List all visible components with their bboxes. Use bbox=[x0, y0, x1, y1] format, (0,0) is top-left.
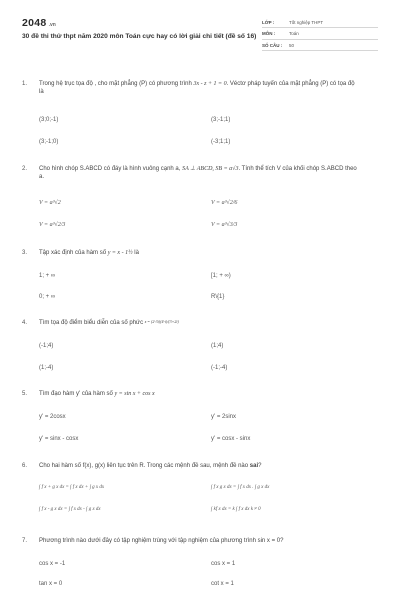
option-a[interactable]: (3;0;-1) bbox=[39, 117, 59, 123]
option-b[interactable]: ∫ f x g x dx = ∫ f x dx . ∫ g x dx bbox=[211, 485, 270, 490]
question-text bbox=[39, 319, 357, 327]
logo-text: 2048 bbox=[22, 17, 47, 29]
option-c[interactable]: 0; + ∞ bbox=[39, 294, 56, 300]
question-text-post: ? bbox=[258, 463, 262, 469]
question-text bbox=[39, 80, 357, 96]
question-text bbox=[39, 390, 357, 398]
meta-label: SỐ CÂU : bbox=[262, 42, 283, 48]
option-d[interactable]: (-3;1;1) bbox=[211, 139, 231, 145]
option-d[interactable]: y' = cosx - sinx bbox=[211, 436, 251, 442]
meta-value: Toán bbox=[289, 31, 299, 37]
question-1 bbox=[22, 80, 378, 145]
question-7 bbox=[22, 537, 378, 587]
question-math: SA ⊥ ABCD, SB = a√3 bbox=[182, 166, 239, 172]
question-text-pre: Cho hình chóp S.ABCD có đáy là hình vuông cạnh a, bbox=[39, 166, 183, 172]
header bbox=[22, 16, 378, 56]
option-d[interactable]: (-1;-4) bbox=[211, 365, 228, 371]
option-a[interactable]: V = a³√2 bbox=[39, 200, 61, 206]
question-text bbox=[39, 249, 357, 257]
question-head bbox=[22, 319, 378, 327]
question-number: 4. bbox=[22, 320, 28, 326]
question-head bbox=[22, 537, 378, 545]
meta-row-subject bbox=[262, 28, 378, 39]
question-number: 7. bbox=[22, 538, 28, 544]
question-math: y = x - 1½ bbox=[107, 250, 133, 256]
question-text-pre: Trong hệ trục tọa độ , cho mặt phẳng (P) có phương trình bbox=[39, 81, 194, 87]
option-c[interactable]: V = a³√2/3 bbox=[39, 222, 66, 228]
option-b[interactable]: V = a³√2/6 bbox=[211, 200, 238, 206]
page-title: 30 đề thi thử thpt năm 2020 môn Toán cực hay có lời giải chi tiết (đề số 16) bbox=[22, 33, 257, 41]
question-5 bbox=[22, 390, 378, 442]
meta-label: LỚP : bbox=[262, 19, 275, 25]
question-head bbox=[22, 249, 378, 257]
question-math: y = sin x + cos x bbox=[114, 391, 155, 397]
header-left bbox=[22, 16, 258, 56]
option-c[interactable]: y' = sinx - cosx bbox=[39, 436, 79, 442]
question-text-pre: Tìm tọa độ điểm biểu diễn của số phức bbox=[39, 320, 145, 326]
option-a[interactable]: 1; + ∞ bbox=[39, 273, 56, 279]
option-a[interactable]: ∫ f x + g x dx = ∫ f x dx + ∫ g x dx bbox=[39, 485, 105, 490]
question-text bbox=[39, 462, 357, 470]
meta-table bbox=[262, 17, 378, 56]
question-number: 6. bbox=[22, 463, 28, 469]
question-head bbox=[22, 390, 378, 398]
question-head bbox=[22, 462, 378, 470]
question-text-bold: sai bbox=[249, 463, 259, 469]
site-logo[interactable] bbox=[22, 16, 258, 30]
meta-label: MÔN : bbox=[262, 31, 276, 37]
option-d[interactable]: cot x = 1 bbox=[211, 581, 234, 587]
option-a[interactable]: (-1;4) bbox=[39, 343, 54, 349]
question-head bbox=[22, 80, 378, 96]
option-b[interactable]: cos x = 1 bbox=[211, 561, 236, 567]
option-c[interactable]: ∫ f x - g x dx = ∫ f x dx - ∫ g x dx bbox=[39, 507, 101, 512]
meta-row-count bbox=[262, 40, 378, 51]
question-2 bbox=[22, 165, 378, 228]
option-d[interactable]: R\{1} bbox=[211, 294, 225, 300]
question-math: 3x - z + 1 = 0 bbox=[193, 81, 227, 87]
question-text-pre: Phương trình nào dưới đây có tập nghiệm trùng với tập nghiệm của phương trình sin x = 0? bbox=[39, 538, 284, 544]
question-6 bbox=[22, 462, 378, 512]
question-text-post: . Tính thể tích V của khối chóp S.ABCD theo a. bbox=[39, 166, 357, 181]
question-3 bbox=[22, 249, 378, 300]
option-d[interactable]: ∫ kf x dx = k ∫ f x dx k ≠ 0 bbox=[211, 507, 261, 512]
question-number: 3. bbox=[22, 250, 28, 256]
meta-row-class bbox=[262, 17, 378, 28]
question-text-pre: Tập xác định của hàm số bbox=[39, 250, 108, 256]
question-number: 1. bbox=[22, 81, 28, 87]
question-math: z = (2-3i)(4-i)/(3+2i) bbox=[144, 319, 179, 324]
option-a[interactable]: y' = 2cosx bbox=[39, 414, 66, 420]
question-4 bbox=[22, 319, 378, 371]
question-number: 2. bbox=[22, 166, 28, 172]
meta-value: Tốt nghiệp THPT bbox=[289, 19, 324, 25]
meta-value: 50 bbox=[289, 42, 295, 48]
question-text bbox=[39, 537, 357, 545]
option-b[interactable]: [1; + ∞) bbox=[211, 273, 231, 279]
question-text bbox=[39, 165, 357, 181]
option-c[interactable]: (3;-1;0) bbox=[39, 139, 59, 145]
question-text-pre: Tìm đạo hàm y' của hàm số bbox=[39, 391, 115, 397]
option-b[interactable]: y' = 2sinx bbox=[211, 414, 236, 420]
option-b[interactable]: (1;4) bbox=[211, 343, 224, 349]
option-c[interactable]: (1;-4) bbox=[39, 365, 54, 371]
question-number: 5. bbox=[22, 391, 28, 397]
question-text-post: . Véctơ pháp tuyến của mặt phẳng (P) có tọa độ là bbox=[39, 81, 355, 96]
option-a[interactable]: cos x = -1 bbox=[39, 561, 66, 567]
option-b[interactable]: (3;-1;1) bbox=[211, 117, 231, 123]
option-c[interactable]: tan x = 0 bbox=[39, 581, 63, 587]
question-text-pre: Cho hai hàm số f(x), g(x) liên tục trên R. Trong các mệnh đề sau, mệnh đề nào bbox=[39, 463, 250, 469]
question-text-post: là bbox=[132, 250, 139, 256]
question-head bbox=[22, 165, 378, 181]
option-d[interactable]: V = a³√3/3 bbox=[211, 222, 238, 228]
logo-suffix: .vn bbox=[48, 22, 56, 28]
